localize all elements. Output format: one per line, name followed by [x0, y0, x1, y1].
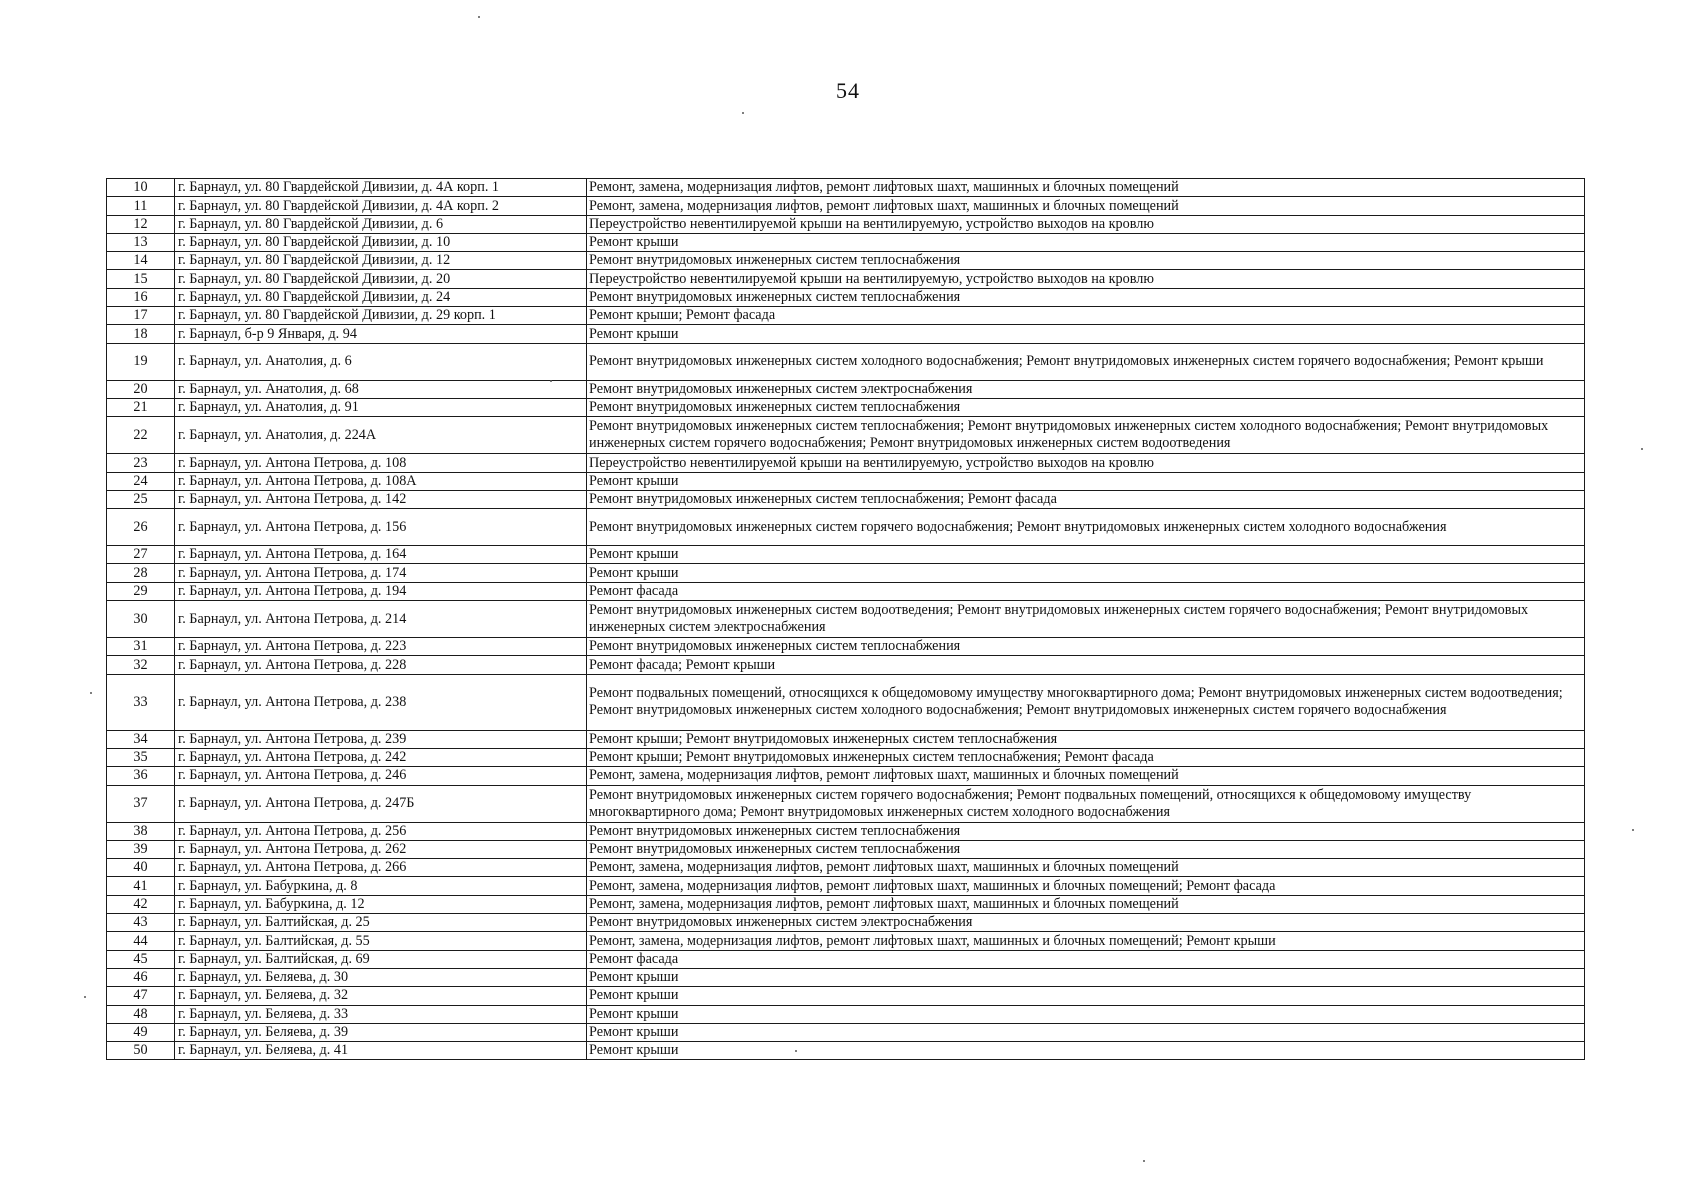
table-row	[107, 197, 1585, 215]
table-row	[107, 785, 1585, 822]
row-works: Ремонт крыши; Ремонт фасада	[587, 307, 1585, 325]
row-address: г. Барнаул, ул. 80 Гвардейской Дивизии, д. 4А корп. 1	[175, 179, 587, 197]
row-address: г. Барнаул, ул. 80 Гвардейской Дивизии, д. 24	[175, 288, 587, 306]
row-number: 35	[107, 748, 175, 766]
table-row	[107, 656, 1585, 674]
repair-register-table	[106, 178, 1585, 1060]
table-row	[107, 950, 1585, 968]
table-row	[107, 1042, 1585, 1060]
row-address: г. Барнаул, ул. Антона Петрова, д. 108	[175, 454, 587, 472]
row-works: Ремонт крыши	[587, 233, 1585, 251]
row-works: Ремонт, замена, модернизация лифтов, ремонт лифтовых шахт, машинных и блочных помещений; Ремонт фасада	[587, 877, 1585, 895]
row-works: Ремонт, замена, модернизация лифтов, ремонт лифтовых шахт, машинных и блочных помещений	[587, 895, 1585, 913]
table-row	[107, 932, 1585, 950]
table-row	[107, 674, 1585, 730]
row-address: г. Барнаул, ул. Беляева, д. 41	[175, 1042, 587, 1060]
row-address: г. Барнаул, ул. Антона Петрова, д. 174	[175, 564, 587, 582]
scan-speck	[84, 996, 86, 998]
page-number: 54	[836, 78, 860, 103]
table-row	[107, 343, 1585, 380]
row-number: 29	[107, 582, 175, 600]
row-works: Ремонт, замена, модернизация лифтов, ремонт лифтовых шахт, машинных и блочных помещений	[587, 179, 1585, 197]
table-row	[107, 859, 1585, 877]
row-address: г. Барнаул, ул. 80 Гвардейской Дивизии, д. 12	[175, 252, 587, 270]
row-works: Ремонт крыши; Ремонт внутридомовых инженерных систем теплоснабжения	[587, 730, 1585, 748]
row-works: Ремонт внутридомовых инженерных систем теплоснабжения; Ремонт фасада	[587, 490, 1585, 508]
row-number: 36	[107, 767, 175, 785]
row-number: 37	[107, 785, 175, 822]
row-address: г. Барнаул, ул. Беляева, д. 32	[175, 987, 587, 1005]
table-row	[107, 601, 1585, 638]
table-row	[107, 454, 1585, 472]
scan-speck	[795, 1050, 797, 1052]
row-address: г. Барнаул, ул. Антона Петрова, д. 108А	[175, 472, 587, 490]
table-row	[107, 252, 1585, 270]
row-works: Ремонт, замена, модернизация лифтов, ремонт лифтовых шахт, машинных и блочных помещений	[587, 767, 1585, 785]
row-address: г. Барнаул, ул. Антона Петрова, д. 164	[175, 546, 587, 564]
row-number: 28	[107, 564, 175, 582]
row-works: Ремонт крыши	[587, 1023, 1585, 1041]
row-address: г. Барнаул, ул. Балтийская, д. 55	[175, 932, 587, 950]
row-address: г. Барнаул, ул. 80 Гвардейской Дивизии, д. 6	[175, 215, 587, 233]
row-address: г. Барнаул, ул. Балтийская, д. 69	[175, 950, 587, 968]
table-row	[107, 877, 1585, 895]
row-number: 50	[107, 1042, 175, 1060]
register-body	[107, 179, 1585, 1060]
row-number: 46	[107, 968, 175, 986]
row-number: 41	[107, 877, 175, 895]
row-works: Ремонт внутридомовых инженерных систем водоотведения; Ремонт внутридомовых инженерных систем горячего водоснабжения; Ремонт внутридомовых инженерных систем электроснабжения	[587, 601, 1585, 638]
scan-speck	[478, 16, 480, 18]
table-row	[107, 546, 1585, 564]
row-works: Ремонт внутридомовых инженерных систем электроснабжения	[587, 914, 1585, 932]
row-number: 38	[107, 822, 175, 840]
row-works: Ремонт, замена, модернизация лифтов, ремонт лифтовых шахт, машинных и блочных помещений; Ремонт крыши	[587, 932, 1585, 950]
row-address: г. Барнаул, ул. Беляева, д. 33	[175, 1005, 587, 1023]
row-number: 42	[107, 895, 175, 913]
row-works: Ремонт внутридомовых инженерных систем горячего водоснабжения; Ремонт подвальных помещений, относящихся к общедомовому имуществу многоквартирного дома; Ремонт внутридомовых инженерных систем холодного водоснабжения	[587, 785, 1585, 822]
row-works: Ремонт крыши	[587, 968, 1585, 986]
table-row	[107, 270, 1585, 288]
table-row	[107, 472, 1585, 490]
row-address: г. Барнаул, ул. 80 Гвардейской Дивизии, д. 4А корп. 2	[175, 197, 587, 215]
table-row	[107, 582, 1585, 600]
row-works: Ремонт, замена, модернизация лифтов, ремонт лифтовых шахт, машинных и блочных помещений	[587, 859, 1585, 877]
row-number: 44	[107, 932, 175, 950]
row-address: г. Барнаул, ул. Бабуркина, д. 12	[175, 895, 587, 913]
row-address: г. Барнаул, ул. Анатолия, д. 68	[175, 380, 587, 398]
scan-speck	[550, 380, 552, 382]
table-row	[107, 840, 1585, 858]
row-address: г. Барнаул, ул. 80 Гвардейской Дивизии, д. 29 корп. 1	[175, 307, 587, 325]
row-works: Ремонт крыши	[587, 987, 1585, 1005]
scan-speck	[1143, 1160, 1145, 1162]
scan-speck	[90, 692, 92, 694]
row-works: Ремонт внутридомовых инженерных систем теплоснабжения	[587, 252, 1585, 270]
table-row	[107, 968, 1585, 986]
table-row	[107, 822, 1585, 840]
row-address: г. Барнаул, ул. Беляева, д. 30	[175, 968, 587, 986]
row-address: г. Барнаул, ул. Беляева, д. 39	[175, 1023, 587, 1041]
row-address: г. Барнаул, ул. Антона Петрова, д. 247Б	[175, 785, 587, 822]
table-row	[107, 398, 1585, 416]
row-number: 16	[107, 288, 175, 306]
row-number: 47	[107, 987, 175, 1005]
row-address: г. Барнаул, ул. Антона Петрова, д. 228	[175, 656, 587, 674]
row-address: г. Барнаул, ул. Антона Петрова, д. 223	[175, 638, 587, 656]
row-works: Ремонт подвальных помещений, относящихся к общедомовому имуществу многоквартирного дома; Ремонт внутридомовых инженерных систем водоотведения; Ремонт внутридомовых инженерных систем холодного водоснабжения; Ремонт внутридомовых инженерных систем горячего водоснабжения	[587, 674, 1585, 730]
table-row	[107, 1005, 1585, 1023]
row-number: 32	[107, 656, 175, 674]
row-address: г. Барнаул, ул. Антона Петрова, д. 246	[175, 767, 587, 785]
row-works: Ремонт крыши; Ремонт внутридомовых инженерных систем теплоснабжения; Ремонт фасада	[587, 748, 1585, 766]
table-row	[107, 638, 1585, 656]
row-works: Ремонт внутридомовых инженерных систем горячего водоснабжения; Ремонт внутридомовых инженерных систем холодного водоснабжения	[587, 509, 1585, 546]
row-works: Ремонт крыши	[587, 1005, 1585, 1023]
row-works: Ремонт крыши	[587, 325, 1585, 343]
row-works: Ремонт внутридомовых инженерных систем теплоснабжения; Ремонт внутридомовых инженерных систем холодного водоснабжения; Ремонт внутридомовых инженерных систем горячего водоснабжения; Ремонт внутридомовых инженерных систем водоотведения	[587, 417, 1585, 454]
table-row	[107, 895, 1585, 913]
row-works: Переустройство невентилируемой крыши на вентилируемую, устройство выходов на кровлю	[587, 215, 1585, 233]
row-address: г. Барнаул, ул. Анатолия, д. 91	[175, 398, 587, 416]
row-address: г. Барнаул, ул. Антона Петрова, д. 238	[175, 674, 587, 730]
row-address: г. Барнаул, ул. Антона Петрова, д. 242	[175, 748, 587, 766]
row-works: Ремонт внутридомовых инженерных систем теплоснабжения	[587, 398, 1585, 416]
row-number: 15	[107, 270, 175, 288]
row-number: 22	[107, 417, 175, 454]
row-number: 31	[107, 638, 175, 656]
row-works: Ремонт внутридомовых инженерных систем теплоснабжения	[587, 822, 1585, 840]
row-address: г. Барнаул, ул. Балтийская, д. 25	[175, 914, 587, 932]
row-number: 10	[107, 179, 175, 197]
row-works: Ремонт фасада	[587, 950, 1585, 968]
row-address: г. Барнаул, ул. Антона Петрова, д. 262	[175, 840, 587, 858]
row-works: Ремонт фасада	[587, 582, 1585, 600]
row-works: Ремонт крыши	[587, 564, 1585, 582]
table-row	[107, 417, 1585, 454]
table-row	[107, 325, 1585, 343]
row-works: Ремонт внутридомовых инженерных систем электроснабжения	[587, 380, 1585, 398]
row-number: 12	[107, 215, 175, 233]
row-address: г. Барнаул, ул. Антона Петрова, д. 239	[175, 730, 587, 748]
table-row	[107, 748, 1585, 766]
row-number: 18	[107, 325, 175, 343]
row-number: 13	[107, 233, 175, 251]
table-row	[107, 987, 1585, 1005]
row-number: 40	[107, 859, 175, 877]
row-works: Ремонт крыши	[587, 546, 1585, 564]
row-address: г. Барнаул, ул. Анатолия, д. 224А	[175, 417, 587, 454]
table-row	[107, 215, 1585, 233]
row-number: 34	[107, 730, 175, 748]
row-number: 23	[107, 454, 175, 472]
row-number: 33	[107, 674, 175, 730]
row-number: 48	[107, 1005, 175, 1023]
row-works: Ремонт внутридомовых инженерных систем теплоснабжения	[587, 288, 1585, 306]
row-works: Ремонт внутридомовых инженерных систем холодного водоснабжения; Ремонт внутридомовых инженерных систем горячего водоснабжения; Ремонт крыши	[587, 343, 1585, 380]
scan-speck	[1641, 448, 1643, 450]
table-row	[107, 307, 1585, 325]
row-works: Переустройство невентилируемой крыши на вентилируемую, устройство выходов на кровлю	[587, 270, 1585, 288]
row-number: 19	[107, 343, 175, 380]
row-number: 25	[107, 490, 175, 508]
row-number: 17	[107, 307, 175, 325]
row-works: Ремонт внутридомовых инженерных систем теплоснабжения	[587, 840, 1585, 858]
row-works: Ремонт фасада; Ремонт крыши	[587, 656, 1585, 674]
row-address: г. Барнаул, ул. Антона Петрова, д. 142	[175, 490, 587, 508]
table-row	[107, 1023, 1585, 1041]
row-number: 27	[107, 546, 175, 564]
row-address: г. Барнаул, ул. Антона Петрова, д. 214	[175, 601, 587, 638]
table-row	[107, 490, 1585, 508]
row-address: г. Барнаул, ул. 80 Гвардейской Дивизии, д. 10	[175, 233, 587, 251]
row-address: г. Барнаул, ул. Антона Петрова, д. 156	[175, 509, 587, 546]
row-works: Ремонт внутридомовых инженерных систем теплоснабжения	[587, 638, 1585, 656]
row-number: 21	[107, 398, 175, 416]
row-works: Переустройство невентилируемой крыши на вентилируемую, устройство выходов на кровлю	[587, 454, 1585, 472]
row-number: 39	[107, 840, 175, 858]
row-number: 24	[107, 472, 175, 490]
table-row	[107, 288, 1585, 306]
scan-speck	[1632, 829, 1634, 831]
row-address: г. Барнаул, ул. Антона Петрова, д. 256	[175, 822, 587, 840]
row-address: г. Барнаул, ул. Антона Петрова, д. 194	[175, 582, 587, 600]
row-works: Ремонт, замена, модернизация лифтов, ремонт лифтовых шахт, машинных и блочных помещений	[587, 197, 1585, 215]
row-works: Ремонт крыши	[587, 1042, 1585, 1060]
table-row	[107, 509, 1585, 546]
row-address: г. Барнаул, ул. 80 Гвардейской Дивизии, д. 20	[175, 270, 587, 288]
table-row	[107, 179, 1585, 197]
row-number: 45	[107, 950, 175, 968]
table-row	[107, 380, 1585, 398]
row-address: г. Барнаул, ул. Бабуркина, д. 8	[175, 877, 587, 895]
row-address: г. Барнаул, ул. Анатолия, д. 6	[175, 343, 587, 380]
row-number: 20	[107, 380, 175, 398]
row-number: 30	[107, 601, 175, 638]
row-number: 43	[107, 914, 175, 932]
row-number: 26	[107, 509, 175, 546]
row-number: 49	[107, 1023, 175, 1041]
table-row	[107, 564, 1585, 582]
row-address: г. Барнаул, б-р 9 Января, д. 94	[175, 325, 587, 343]
row-address: г. Барнаул, ул. Антона Петрова, д. 266	[175, 859, 587, 877]
table-row	[107, 767, 1585, 785]
table-row	[107, 730, 1585, 748]
row-works: Ремонт крыши	[587, 472, 1585, 490]
scan-speck	[742, 112, 744, 114]
row-number: 11	[107, 197, 175, 215]
table-row	[107, 914, 1585, 932]
table-row	[107, 233, 1585, 251]
row-number: 14	[107, 252, 175, 270]
